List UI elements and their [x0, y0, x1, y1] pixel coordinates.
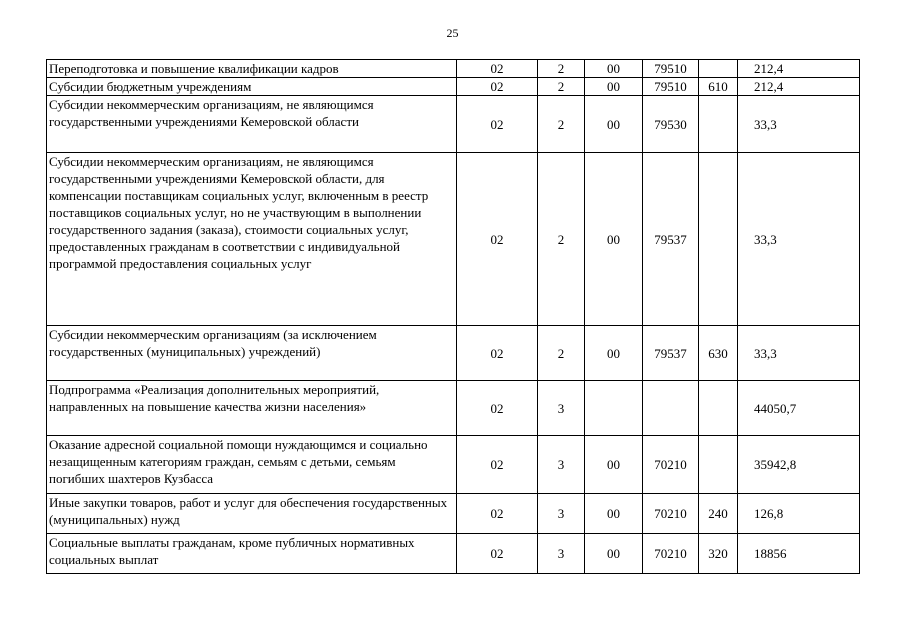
row-target-code: 79510 — [643, 60, 699, 78]
row-target-code: 70210 — [643, 436, 699, 494]
row-program: 00 — [585, 436, 643, 494]
row-expense-type: 610 — [699, 78, 738, 96]
row-name: Иные закупки товаров, работ и услуг для обеспечения государственных (муниципальных) нужд — [47, 494, 457, 534]
row-section: 02 — [457, 153, 538, 326]
row-program: 00 — [585, 60, 643, 78]
row-subsection: 2 — [538, 326, 585, 381]
row-subsection: 3 — [538, 436, 585, 494]
row-section: 02 — [457, 96, 538, 153]
table-row — [47, 153, 860, 326]
row-section: 02 — [457, 326, 538, 381]
row-expense-type — [699, 436, 738, 494]
row-amount: 212,4 — [738, 78, 860, 96]
row-expense-type — [699, 60, 738, 78]
table-row — [47, 494, 860, 534]
budget-table — [46, 59, 860, 574]
row-target-code: 79537 — [643, 326, 699, 381]
row-program: 00 — [585, 96, 643, 153]
row-name: Субсидии некоммерческим организациям, не являющимся государственными учреждениями Кемеровской области — [47, 96, 457, 153]
row-amount: 212,4 — [738, 60, 860, 78]
row-expense-type — [699, 381, 738, 436]
row-amount: 18856 — [738, 534, 860, 574]
row-section: 02 — [457, 78, 538, 96]
row-name: Оказание адресной социальной помощи нуждающимся и социально незащищенным категориям граждан, семьям с детьми, семьям погибших шахтеров Кузбасса — [47, 436, 457, 494]
row-program: 00 — [585, 534, 643, 574]
row-amount: 33,3 — [738, 96, 860, 153]
row-name: Субсидии некоммерческим организациям, не являющимся государственными учреждениями Кемеровской области, для компенсации поставщикам социальных услуг, включенным в реестр поставщиков социальных услуг, но не участвующим в выполнении государственного задания (заказа), стоимости социальных услуг, предоставленных гражданам в соответствии с индивидуальной программой предоставления социальных услуг — [47, 153, 457, 326]
row-target-code — [643, 381, 699, 436]
table-row — [47, 96, 860, 153]
row-amount: 126,8 — [738, 494, 860, 534]
table-row — [47, 381, 860, 436]
row-section: 02 — [457, 381, 538, 436]
row-amount: 35942,8 — [738, 436, 860, 494]
row-name: Подпрограмма «Реализация дополнительных мероприятий, направленных на повышение качества жизни населения» — [47, 381, 457, 436]
row-expense-type: 630 — [699, 326, 738, 381]
row-target-code: 70210 — [643, 494, 699, 534]
row-subsection: 3 — [538, 534, 585, 574]
row-program: 00 — [585, 494, 643, 534]
row-name: Переподготовка и повышение квалификации кадров — [47, 60, 457, 78]
row-program — [585, 381, 643, 436]
row-subsection: 2 — [538, 60, 585, 78]
row-amount: 44050,7 — [738, 381, 860, 436]
row-subsection: 2 — [538, 153, 585, 326]
row-amount: 33,3 — [738, 153, 860, 326]
table-row — [47, 60, 860, 78]
row-name: Субсидии бюджетным учреждениям — [47, 78, 457, 96]
row-target-code: 79537 — [643, 153, 699, 326]
row-target-code: 79510 — [643, 78, 699, 96]
table-row — [47, 436, 860, 494]
row-name: Субсидии некоммерческим организациям (за исключением государственных (муниципальных) учреждений) — [47, 326, 457, 381]
table-row — [47, 78, 860, 96]
row-subsection: 2 — [538, 78, 585, 96]
row-program: 00 — [585, 78, 643, 96]
row-program: 00 — [585, 153, 643, 326]
row-expense-type: 320 — [699, 534, 738, 574]
row-subsection: 2 — [538, 96, 585, 153]
row-section: 02 — [457, 436, 538, 494]
row-section: 02 — [457, 534, 538, 574]
page-number: 25 — [446, 26, 459, 40]
row-expense-type — [699, 153, 738, 326]
row-amount: 33,3 — [738, 326, 860, 381]
row-program: 00 — [585, 326, 643, 381]
row-target-code: 70210 — [643, 534, 699, 574]
row-section: 02 — [457, 494, 538, 534]
row-subsection: 3 — [538, 381, 585, 436]
table-row — [47, 534, 860, 574]
row-target-code: 79530 — [643, 96, 699, 153]
row-expense-type: 240 — [699, 494, 738, 534]
row-name: Социальные выплаты гражданам, кроме публичных нормативных социальных выплат — [47, 534, 457, 574]
row-subsection: 3 — [538, 494, 585, 534]
row-section: 02 — [457, 60, 538, 78]
row-expense-type — [699, 96, 738, 153]
table-row — [47, 326, 860, 381]
